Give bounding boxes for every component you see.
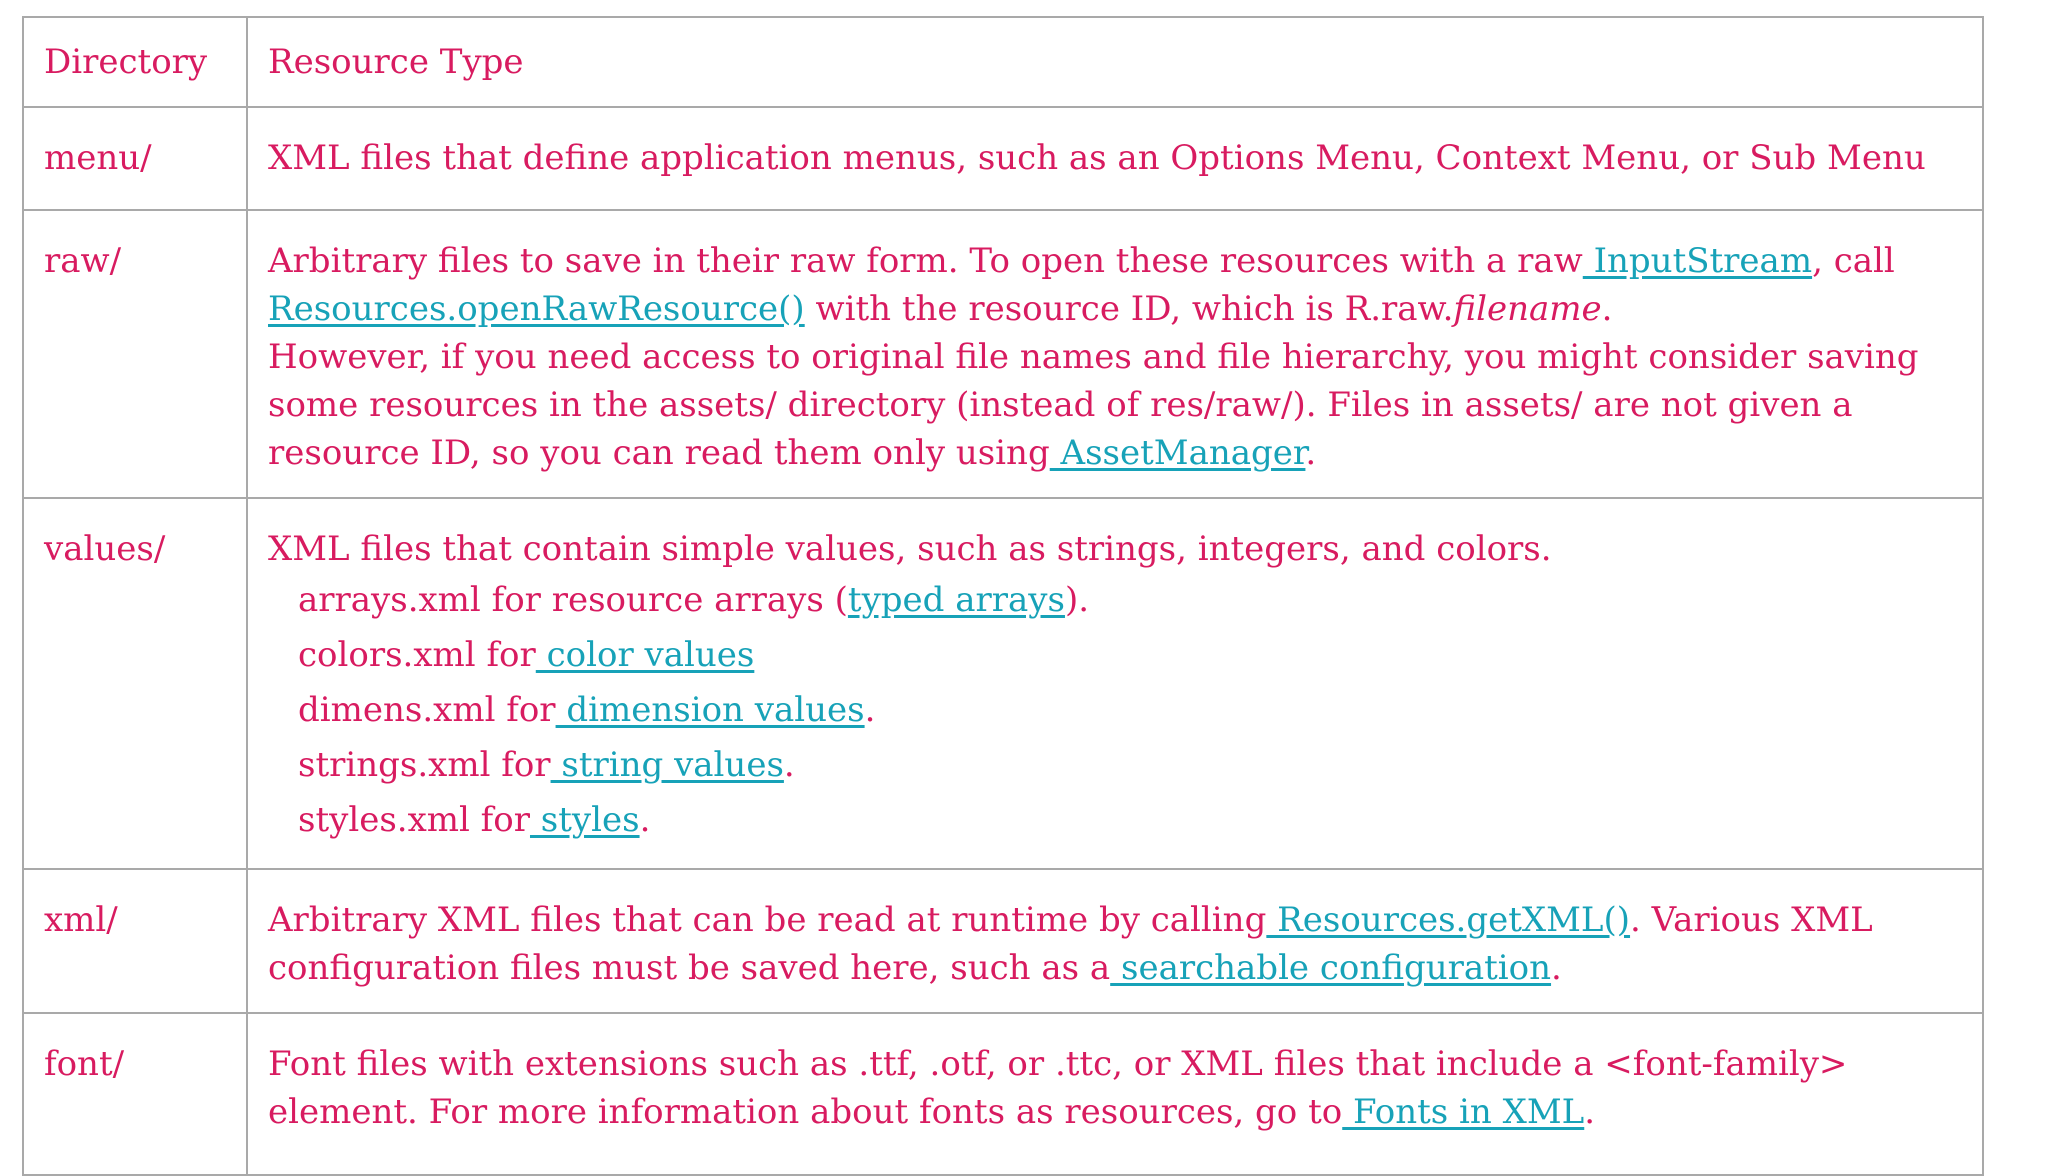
fonts-in-xml-link[interactable]: Fonts in XML: [1342, 1092, 1585, 1132]
values-item-arrays: arrays.xml for resource arrays (typed arrays).: [298, 580, 1090, 620]
dimension-values-link[interactable]: dimension values: [555, 690, 865, 730]
string-values-link[interactable]: string values: [550, 745, 784, 785]
xml-line-2: configuration files must be saved here, such as a searchable configuration.: [268, 948, 1562, 988]
typed-arrays-link[interactable]: typed arrays: [847, 580, 1065, 620]
desc-raw: [247, 210, 1983, 498]
table-header-row: [23, 17, 1983, 107]
header-resource-type: Resource Type: [247, 17, 1983, 107]
table-row-xml: [23, 869, 1983, 1013]
values-item-styles: styles.xml for styles.: [298, 800, 651, 840]
dir-values: values/: [23, 498, 247, 869]
resource-directories-table: [22, 16, 1984, 1176]
xml-line-1: Arbitrary XML files that can be read at runtime by calling Resources.getXML(). Various XML: [268, 900, 1873, 940]
dir-menu: menu/: [23, 107, 247, 210]
values-item-strings: strings.xml for string values.: [298, 745, 795, 785]
desc-font: [247, 1013, 1983, 1175]
table-row-menu: [23, 107, 1983, 210]
table-row-raw: [23, 210, 1983, 498]
inputstream-link[interactable]: InputStream: [1582, 241, 1813, 281]
desc-xml: [247, 869, 1983, 1013]
table-row-font: [23, 1013, 1983, 1175]
asset-manager-link[interactable]: AssetManager: [1049, 433, 1306, 473]
open-raw-resource-link[interactable]: Resources.openRawResource(): [268, 289, 805, 329]
font-line-1: Font files with extensions such as .ttf, .otf, or .ttc, or XML files that include a <font-family>: [268, 1044, 1848, 1084]
raw-line-5: resource ID, so you can read them only using AssetManager.: [268, 433, 1317, 473]
desc-menu: XML files that define application menus, such as an Options Menu, Context Menu, or Sub Menu: [247, 107, 1983, 210]
table-row-values: [23, 498, 1983, 869]
dir-xml: xml/: [23, 869, 247, 1013]
raw-line-4: some resources in the assets/ directory (instead of res/raw/). Files in assets/ are not given a: [268, 385, 1853, 425]
values-intro: XML files that contain simple values, such as strings, integers, and colors.: [268, 529, 1552, 569]
searchable-configuration-link[interactable]: searchable configuration: [1110, 948, 1552, 988]
get-xml-link[interactable]: Resources.getXML(): [1266, 900, 1631, 940]
raw-line-3: However, if you need access to original file names and file hierarchy, you might consider saving: [268, 337, 1919, 377]
values-item-colors: colors.xml for color values: [298, 635, 755, 675]
desc-values: [247, 498, 1983, 869]
header-directory: Directory: [23, 17, 247, 107]
dir-font: font/: [23, 1013, 247, 1175]
color-values-link[interactable]: color values: [535, 635, 755, 675]
raw-line-1: Arbitrary files to save in their raw form. To open these resources with a raw InputStream, call: [268, 241, 1895, 281]
raw-line-2: Resources.openRawResource() with the resource ID, which is R.raw.filename.: [268, 289, 1613, 329]
styles-link[interactable]: styles: [529, 800, 640, 840]
dir-raw: raw/: [23, 210, 247, 498]
values-item-dimens: dimens.xml for dimension values.: [298, 690, 876, 730]
font-line-2: element. For more information about fonts as resources, go to Fonts in XML.: [268, 1092, 1596, 1132]
